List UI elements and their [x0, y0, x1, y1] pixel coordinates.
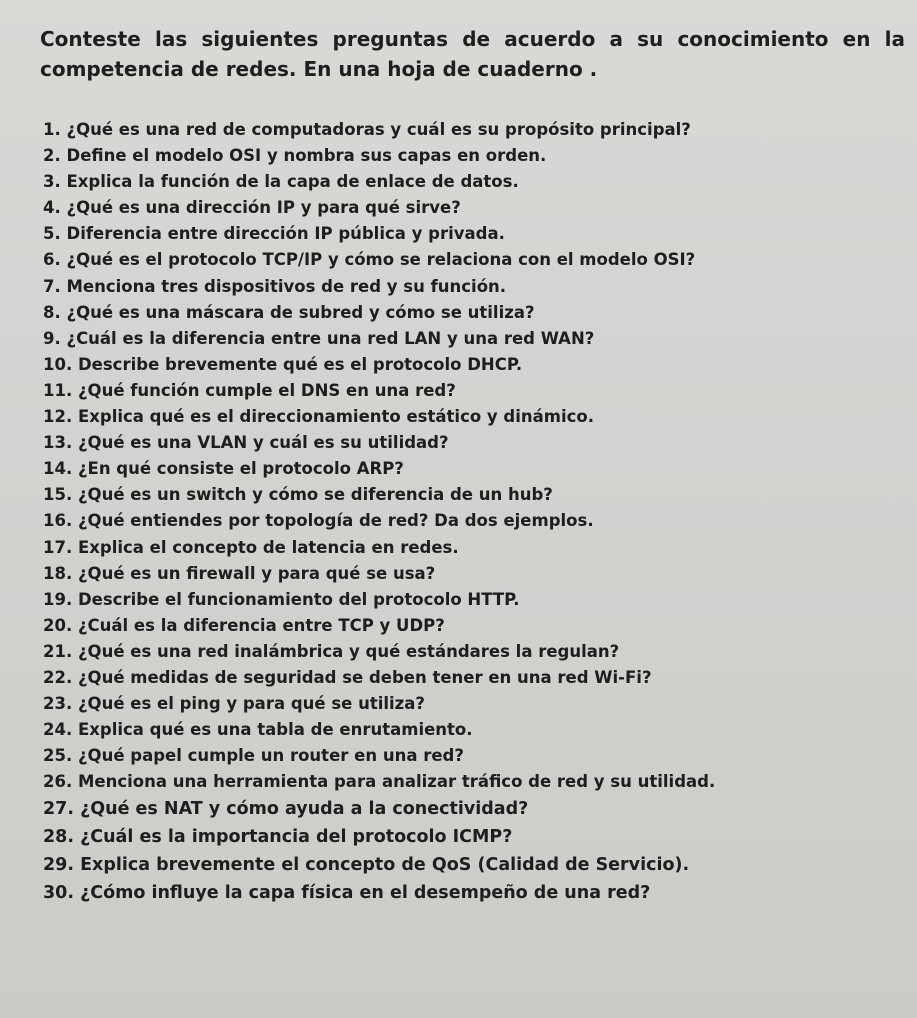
- question-item: 15. ¿Qué es un switch y cómo se diferencia de un hub?: [43, 485, 553, 505]
- question-item: 27. ¿Qué es NAT y cómo ayuda a la conectividad?: [43, 799, 529, 820]
- question-item: 2. Define el modelo OSI y nombra sus capas en orden.: [43, 146, 547, 166]
- question-item: 26. Menciona una herramienta para analizar tráfico de red y su utilidad.: [43, 772, 716, 792]
- instructions: [40, 24, 905, 84]
- question-item: 1. ¿Qué es una red de computadoras y cuál es su propósito principal?: [43, 120, 691, 139]
- question-item: 3. Explica la función de la capa de enlace de datos.: [43, 172, 519, 192]
- question-item: 28. ¿Cuál es la importancia del protocolo ICMP?: [43, 827, 513, 848]
- question-item: 12. Explica qué es el direccionamiento estático y dinámico.: [43, 407, 595, 427]
- question-item: 10. Describe brevemente qué es el protocolo DHCP.: [43, 354, 523, 374]
- question-item: 8. ¿Qué es una máscara de subred y cómo se utiliza?: [43, 302, 535, 322]
- question-list: [43, 117, 903, 907]
- instructions-line-2: competencia de redes. En una hoja de cuaderno .: [40, 57, 598, 81]
- question-item: 9. ¿Cuál es la diferencia entre una red LAN y una red WAN?: [43, 328, 595, 348]
- question-item: 16. ¿Qué entiendes por topología de red? Da dos ejemplos.: [43, 511, 594, 531]
- question-item: 6. ¿Qué es el protocolo TCP/IP y cómo se relaciona con el modelo OSI?: [43, 250, 696, 270]
- question-item: 23. ¿Qué es el ping y para qué se utiliza?: [43, 694, 425, 714]
- question-item: 30. ¿Cómo influye la capa física en el desempeño de una red?: [43, 883, 651, 904]
- question-item: 19. Describe el funcionamiento del protocolo HTTP.: [43, 589, 520, 609]
- question-item: 14. ¿En qué consiste el protocolo ARP?: [43, 459, 404, 479]
- question-item: 13. ¿Qué es una VLAN y cuál es su utilidad?: [43, 433, 449, 453]
- question-item: 29. Explica brevemente el concepto de QoS (Calidad de Servicio).: [43, 855, 690, 876]
- question-item: 7. Menciona tres dispositivos de red y su función.: [43, 276, 507, 296]
- question-item: 20. ¿Cuál es la diferencia entre TCP y UDP?: [43, 615, 445, 635]
- question-item: 18. ¿Qué es un firewall y para qué se usa?: [43, 563, 436, 583]
- instructions-line-1: Conteste las siguientes preguntas de acuerdo a su conocimiento en la: [40, 27, 905, 51]
- question-item: 24. Explica qué es una tabla de enrutamiento.: [43, 720, 473, 740]
- question-item: 17. Explica el concepto de latencia en redes.: [43, 537, 459, 557]
- question-item: 4. ¿Qué es una dirección IP y para qué sirve?: [43, 198, 461, 218]
- question-item: 25. ¿Qué papel cumple un router en una red?: [43, 746, 464, 766]
- question-item: 21. ¿Qué es una red inalámbrica y qué estándares la regulan?: [43, 641, 620, 661]
- question-item: 22. ¿Qué medidas de seguridad se deben tener en una red Wi-Fi?: [43, 667, 652, 687]
- question-item: 5. Diferencia entre dirección IP pública y privada.: [43, 224, 505, 244]
- question-item: 11. ¿Qué función cumple el DNS en una red?: [43, 380, 456, 400]
